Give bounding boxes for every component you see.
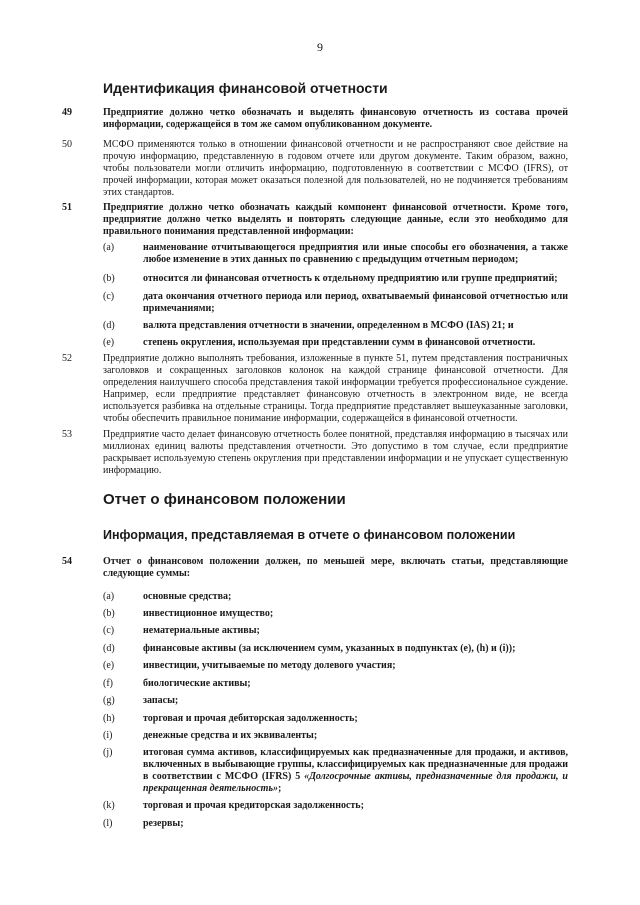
list-item-label: (c) [103,625,115,636]
list-item [103,291,568,315]
list-item-text: степень округления, используемая при представлении сумм в финансовой отчетности. [143,337,536,348]
list-item-text [143,747,568,795]
paragraph-text: МСФО применяются только в отношении финансовой отчетности и не распространяют свое действие на прочую информацию, представленную в годовом отчете или другом документе. Таким образом, важно, чтобы пользователи могли отличить информацию, подготовленную в соответствии с МСФО (IFRS), от прочей информации, которая может оказаться полезной для пользователей, но не подчиняется требованиям этих стандартов. [103,139,568,198]
list-item [103,643,568,655]
section-heading-identification: Идентификация финансовой отчетности [103,80,388,96]
paragraph-49 [62,107,568,131]
list-item-text: инвестиции, учитываемые по методу долевого участия; [143,660,396,671]
paragraph-50 [62,139,568,199]
list-item-text: основные средства; [143,591,232,602]
list-item-text: торговая и прочая дебиторская задолженность; [143,713,358,724]
list-item-text: денежные средства и их эквиваленты; [143,730,318,741]
list-item-text-end: ; [278,783,282,794]
paragraph-51 [62,202,568,238]
list-item-label: (i) [103,730,113,741]
paragraph-text: Предприятие должно выполнять требования, изложенные в пункте 51, путем представления постраничных заголовков и сокращенных заголовков колонок на каждой странице финансовой отчетности. Для определения наилучшего способа представления такой информации требуется профессиональное суждение. Например, если предприятие представляет финансовую отчетность в электронном виде, не всегда используется разбивка на отдельные страницы. Тогда предприятие представляет вышеуказанные заголовки, чтобы обеспечить правильное понимание информации, содержащейся в финансовой отчетности. [103,353,568,424]
list-item-text: финансовые активы (за исключением сумм, указанных в подпунктах (e), (h) и (i)); [143,643,516,654]
list-item-label: (e) [103,660,115,671]
list-item-text: торговая и прочая кредиторская задолженность; [143,800,364,811]
paragraph-number: 53 [62,429,72,440]
list-item-label: (a) [103,242,115,253]
list-item-label: (g) [103,695,115,706]
list-item-text: дата окончания отчетного периода или период, охватываемый финансовой отчетностью или примечаниями; [143,291,568,314]
list-item [103,730,568,742]
list-item [103,273,568,285]
list-item [103,320,568,332]
paragraph-text: Отчет о финансовом положении должен, по меньшей мере, включать статьи, представляющие следующие суммы: [103,556,568,579]
list-item-label: (c) [103,291,115,302]
list-item-label: (d) [103,320,115,331]
list-item-label: (b) [103,608,115,619]
list-item [103,242,568,266]
list-item [103,747,568,795]
page-content [62,79,568,830]
list-item [103,678,568,690]
list-item-text: инвестиционное имущество; [143,608,274,619]
paragraph-text: Предприятие часто делает финансовую отчетность более понятной, представляя информацию в тысячах или миллионах единиц валюты представления отчетности. Это допустимо в том случае, если предприятие раскрывает используемую степень округления при представлении информации и не упускает существенную информацию. [103,429,568,476]
paragraph-number: 54 [62,556,72,567]
list-item-label: (e) [103,337,115,348]
list-item-label: (b) [103,273,115,284]
list-item-label: (d) [103,643,115,654]
list-item [103,713,568,725]
list-item-text: наименование отчитывающегося предприятия или иные способы его обозначения, а также любое изменение в этих данных по сравнению с предыдущим отчетным периодом; [143,242,568,265]
list-item-text: относится ли финансовая отчетность к отдельному предприятию или группе предприятий; [143,273,558,284]
list-item-label: (l) [103,818,113,829]
list-item-text: валюта представления отчетности в значении, определенном в МСФО (IAS) 21; и [143,320,514,331]
paragraph-54 [62,556,568,580]
list-item-label: (j) [103,747,113,758]
standard-title: «Долгосрочные активы, предназначенные для продажи, и прекращенная деятельность» [143,771,568,794]
list-item-text: резервы; [143,818,184,829]
list-item-label: (f) [103,678,113,689]
paragraph-text: Предприятие должно четко обозначать и выделять финансовую отчетность из состава прочей информации, содержащейся в том же самом опубликованном документе. [103,107,568,130]
list-item-label: (a) [103,591,115,602]
paragraph-number: 52 [62,353,72,364]
paragraph-number: 50 [62,139,72,150]
list-item [103,800,568,812]
paragraph-52 [62,353,568,425]
paragraph-53 [62,429,568,477]
list-item-text: нематериальные активы; [143,625,260,636]
paragraph-number: 49 [62,107,72,118]
section-heading-financial-position: Отчет о финансовом положении [103,491,346,508]
list-item [103,608,568,620]
list-item-label: (k) [103,800,115,811]
list-item-text: запасы; [143,695,179,706]
paragraph-number: 51 [62,202,72,213]
page-number: 9 [317,40,323,54]
list-item [103,337,568,349]
list-item-text-main: итоговая сумма активов, классифицируемых как предназначенные для продажи, и активов, включенных в выбывающие группы, классифицируемых как предназначенные для продажи в соответствии с МСФО (IFRS) 5 [143,747,568,782]
list-item-text: биологические активы; [143,678,251,689]
list-item [103,591,568,603]
list-item [103,660,568,672]
paragraph-text: Предприятие должно четко обозначать каждый компонент финансовой отчетности. Кроме того, предприятие должно четко выделять и повторять следующие данные, если это необходимо для правильного понимания представленной информации: [103,202,568,237]
list-item [103,818,568,830]
list-item-label: (h) [103,713,115,724]
list-item [103,695,568,707]
subsection-heading-information: Информация, представляемая в отчете о финансовом положении [103,528,516,542]
list-item [103,625,568,637]
